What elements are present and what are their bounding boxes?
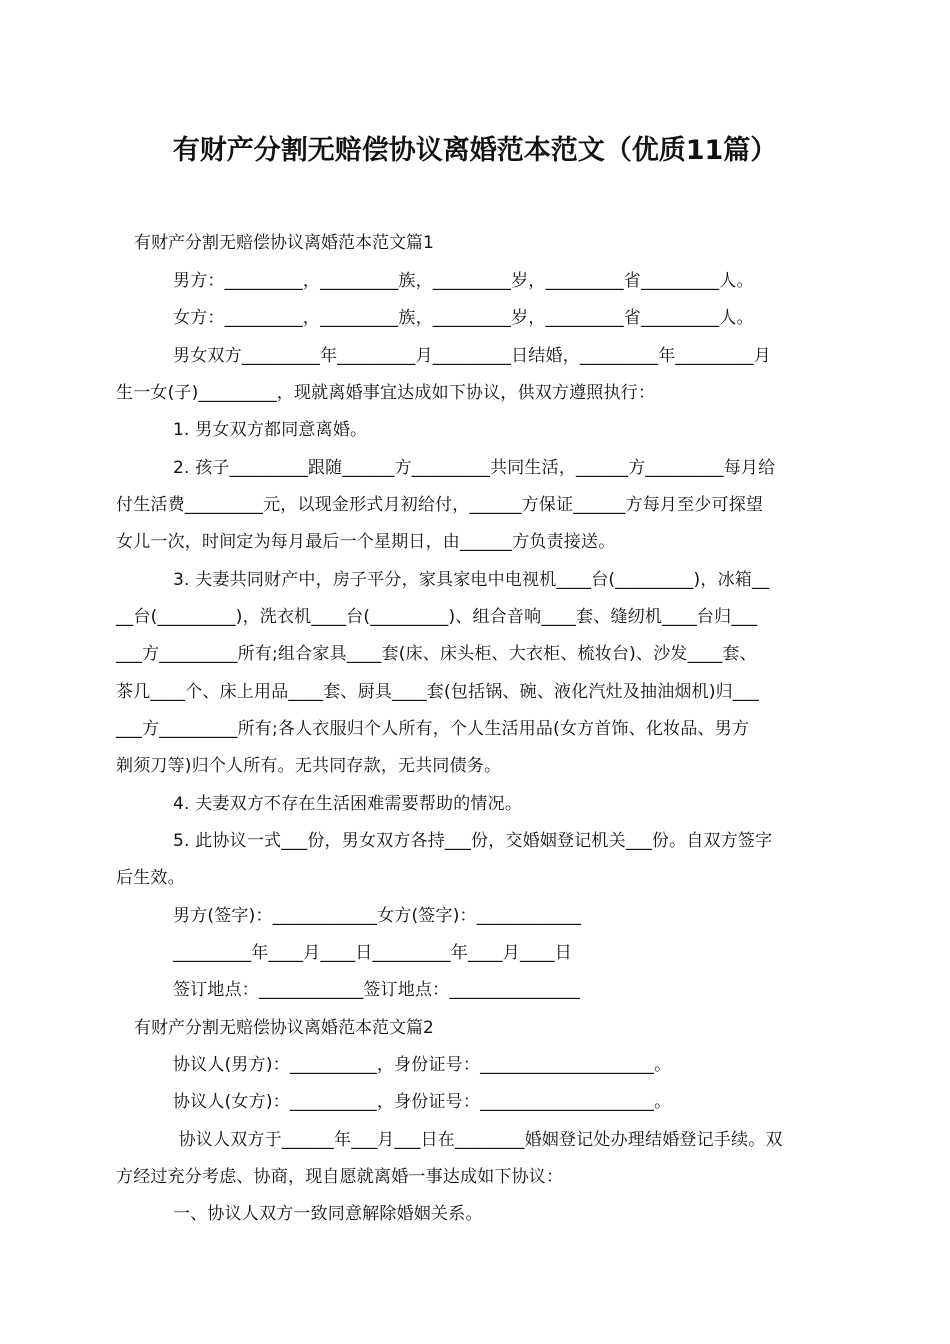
paragraph-line: 1. 男女双方都同意离婚。 <box>173 420 368 440</box>
paragraph-line: ___方_________所有;各人衣服归个人所有，个人生活用品(女方首饰、化妆品、男方 <box>116 719 750 739</box>
paragraph-line: 协议人(女方)：__________，身份证号：____________________。 <box>173 1092 672 1112</box>
paragraph-line: 后生效。 <box>116 868 185 888</box>
paragraph-line: 协议人(男方)：__________，身份证号：____________________。 <box>173 1055 672 1075</box>
paragraph-line: 5. 此协议一式___份，男女双方各持___份，交婚姻登记机关___份。自双方签字 <box>173 831 773 851</box>
paragraph-line: 女儿一次，时间定为每月最后一个星期日，由______方负责接送。 <box>116 532 616 552</box>
paragraph-line: 2. 孩子_________跟随______方_________共同生活，______方_________每月给 <box>173 458 776 478</box>
section-2-heading: 有财产分割无赔偿协议离婚范本范文篇2 <box>134 1018 434 1038</box>
paragraph-line: 4. 夫妻双方不存在生活困难需要帮助的情况。 <box>173 794 523 814</box>
document-title: 有财产分割无赔偿协议离婚范本范文（优质11篇） <box>172 135 778 166</box>
paragraph-line: 男方：_________，_________族，_________岁，_________省_________人。 <box>173 271 754 291</box>
paragraph-line: ___方_________所有;组合家具____套(床、床头柜、大衣柜、梳妆台)、沙发____套、 <box>116 644 757 664</box>
paragraph-line: 一、协议人双方一致同意解除婚姻关系。 <box>173 1204 483 1224</box>
paragraph-line: 女方：_________，_________族，_________岁，_________省_________人。 <box>173 308 754 328</box>
paragraph-line: 生一女(子)_________，现就离婚事宜达成如下协议，供双方遵照执行： <box>116 383 656 403</box>
paragraph-line: 付生活费_________元，以现金形式月初给付，______方保证______方每月至少可探望 <box>116 495 764 515</box>
paragraph-line: 协议人双方于______年___月___日在________婚姻登记处办理结婚登记手续。双 <box>173 1130 783 1150</box>
location-line: 签订地点：____________签订地点：_______________ <box>173 980 580 1000</box>
paragraph-line: __台(_________)，洗衣机____台(_________)、组合音响____套、缝纫机____台归___ <box>116 607 758 627</box>
date-line: _________年____月____日_________年____月____日 <box>173 943 572 963</box>
paragraph-line: 3. 夫妻共同财产中，房子平分，家具家电中电视机____台(_________)，冰箱__ <box>173 570 770 590</box>
paragraph-line: 方经过充分考虑、协商，现自愿就离婚一事达成如下协议： <box>116 1167 564 1187</box>
paragraph-line: 剃须刀等)归个人所有。无共同存款，无共同债务。 <box>116 756 502 776</box>
paragraph-line: 茶几____个、床上用品____套、厨具____套(包括锅、碗、液化汽灶及抽油烟机)归___ <box>116 682 759 702</box>
section-1-heading: 有财产分割无赔偿协议离婚范本范文篇1 <box>134 233 434 253</box>
paragraph-line: 男女双方_________年_________月_________日结婚，_________年_________月 <box>173 346 771 366</box>
signature-line: 男方(签字)：____________女方(签字)：____________ <box>173 906 582 926</box>
